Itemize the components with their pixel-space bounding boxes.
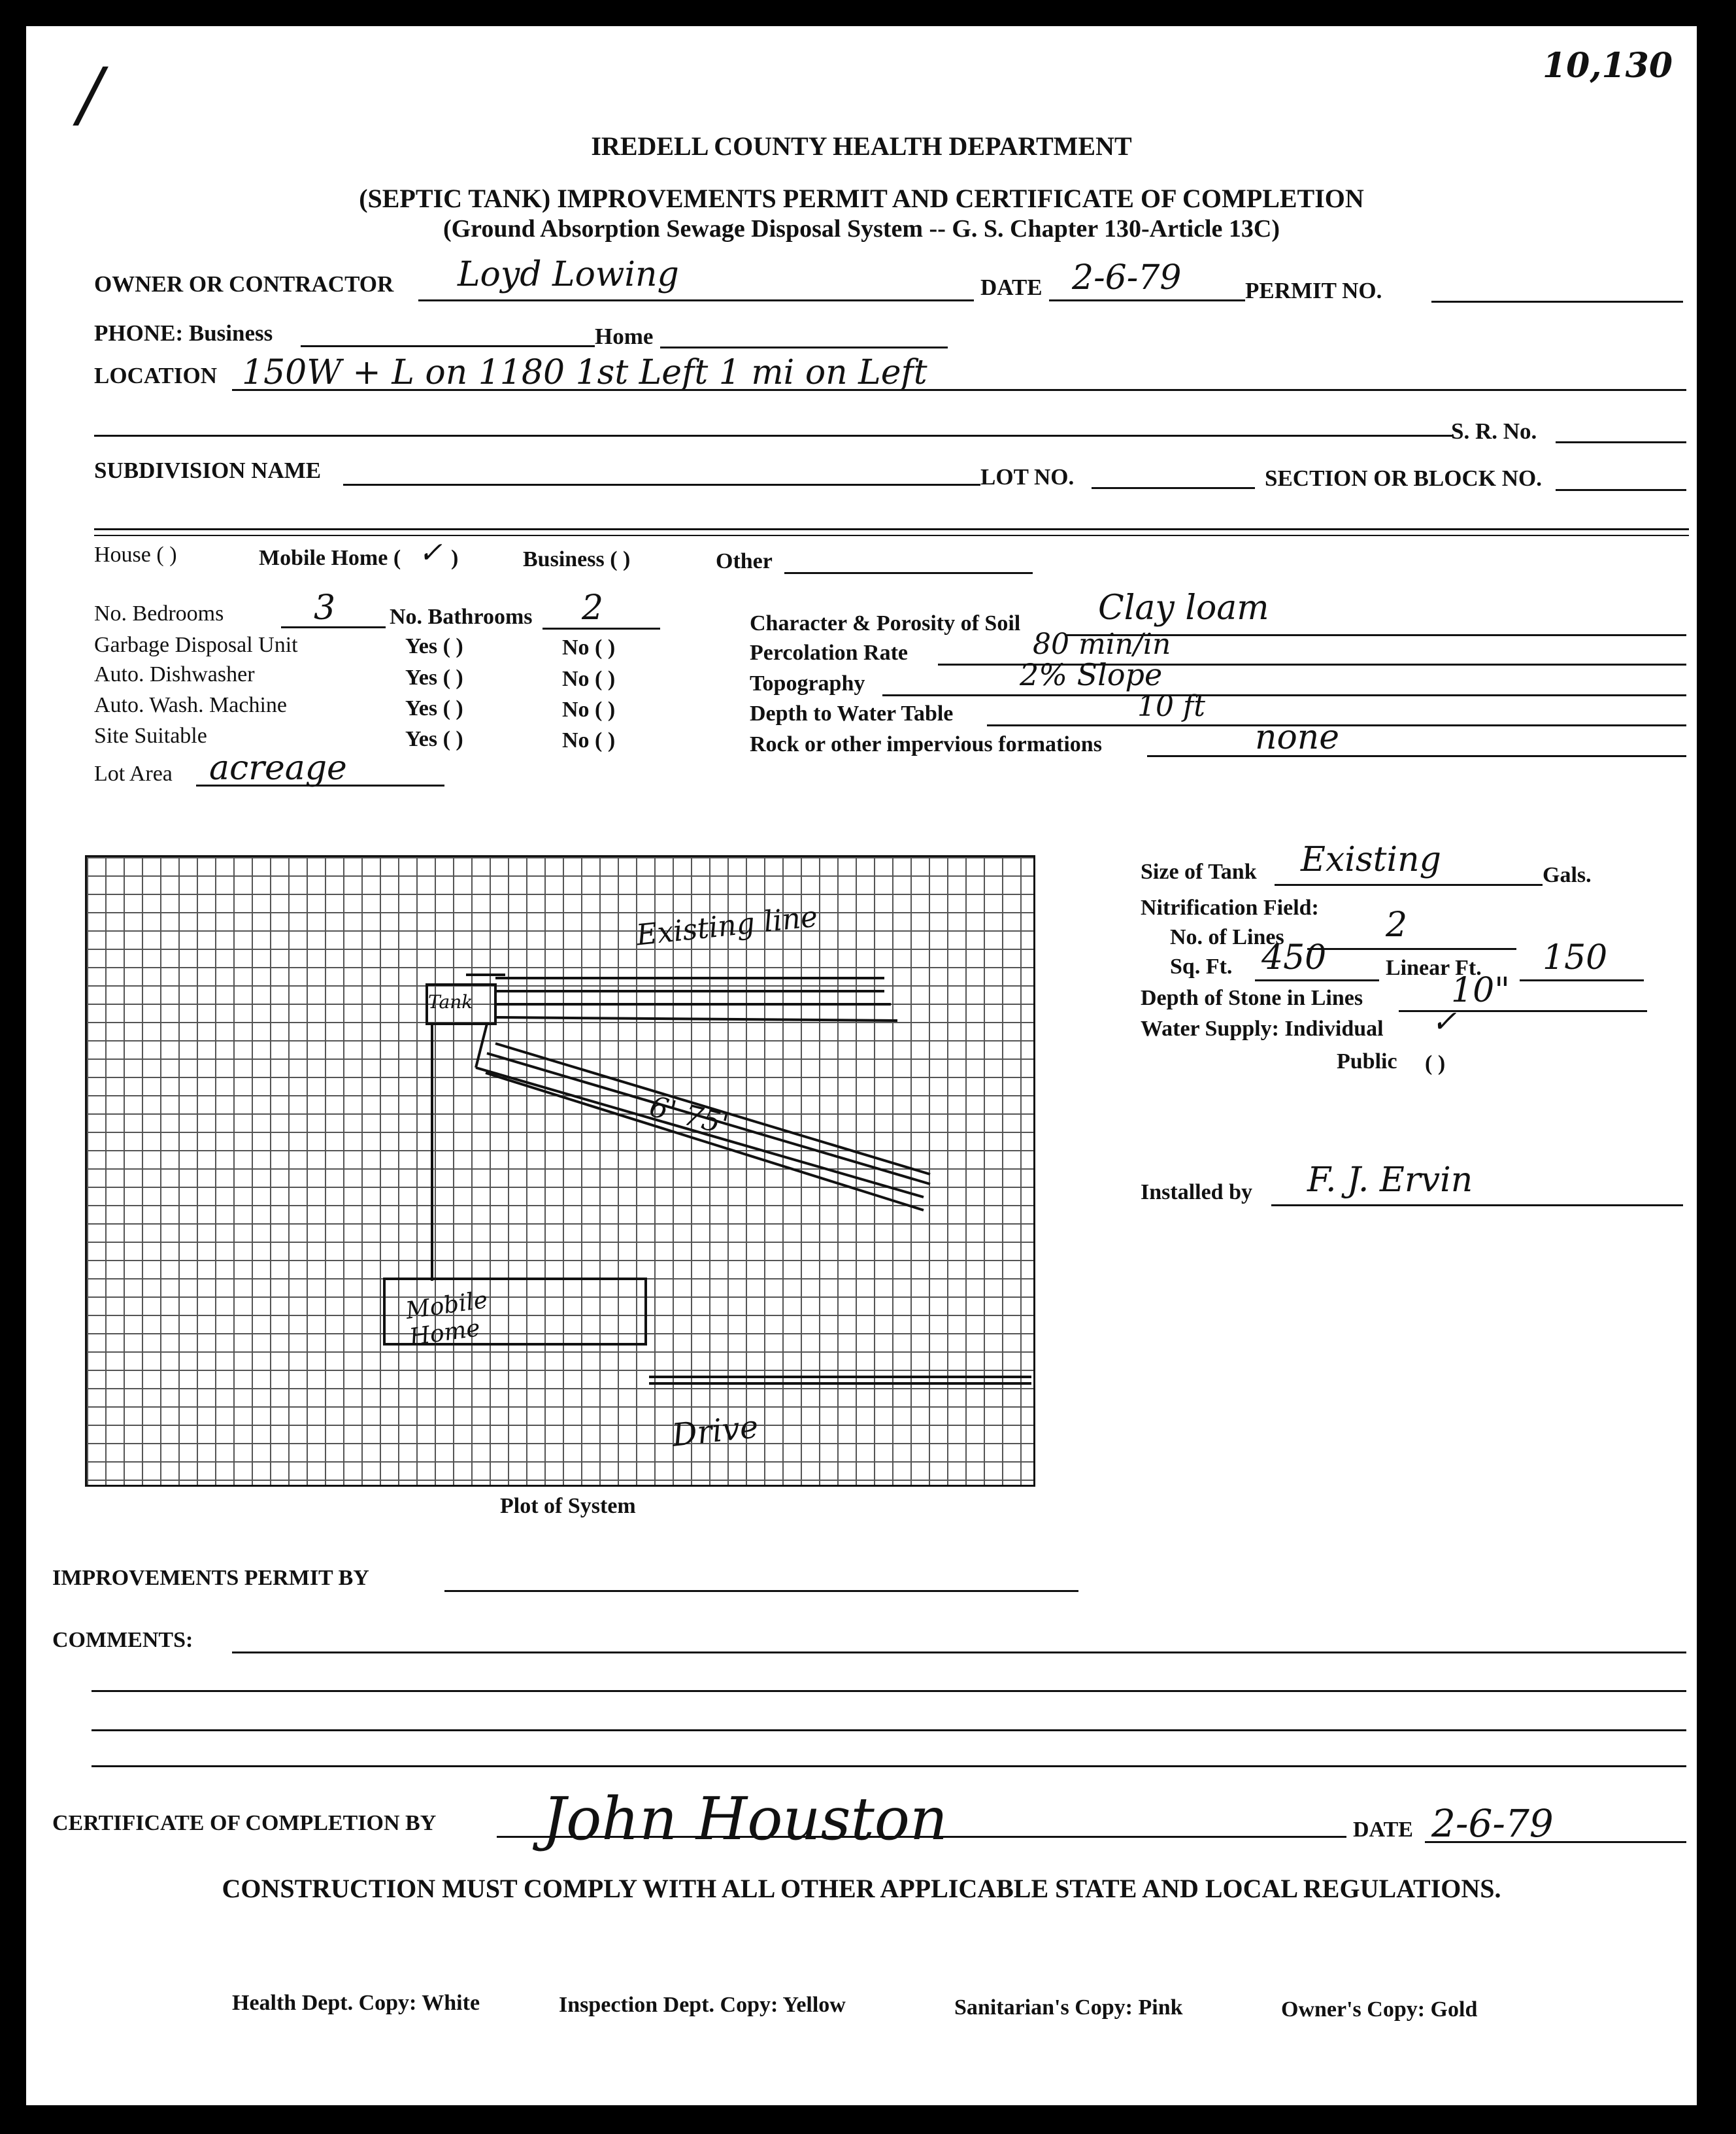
garbage-yes[interactable]: Yes ( ) [405, 634, 463, 658]
num-lines-line [1307, 948, 1516, 950]
plot-sketch [87, 857, 1033, 1485]
lot-no-line [1092, 487, 1255, 489]
plot-lines-label: 6' 75' [646, 1089, 732, 1142]
copy-owner: Owner's Copy: Gold [1281, 1997, 1478, 2022]
document-number: 10,130 [1543, 46, 1673, 86]
other-line [784, 572, 1033, 574]
copy-health-dept: Health Dept. Copy: White [232, 1991, 480, 2015]
sqft-line [1255, 979, 1379, 981]
location-value[interactable]: 150W + L on 1180 1st Left 1 mi on Left [242, 353, 927, 392]
rock-value[interactable]: none [1255, 718, 1340, 757]
site-suitable-label: Site Suitable [94, 724, 207, 748]
linear-ft-value[interactable]: 150 [1543, 938, 1608, 977]
comments-line-1 [232, 1651, 1686, 1653]
mobile-home-option[interactable]: Mobile Home ( [259, 546, 401, 570]
improvements-by-label: IMPROVEMENTS PERMIT BY [52, 1566, 369, 1590]
wash-machine-yes[interactable]: Yes ( ) [405, 696, 463, 720]
cert-by-signature[interactable]: John Houston [542, 1785, 948, 1854]
construction-note: CONSTRUCTION MUST COMPLY WITH ALL OTHER APPLICABLE STATE AND LOCAL REGULATIONS. [222, 1874, 1501, 1903]
dishwasher-yes[interactable]: Yes ( ) [405, 666, 463, 690]
soil-label: Character & Porosity of Soil [750, 611, 1021, 635]
plot-tank-label: Tank [428, 991, 473, 1013]
permit-no-label: PERMIT NO. [1245, 278, 1382, 303]
comments-line-2 [92, 1690, 1686, 1692]
house-option[interactable]: House ( ) [94, 543, 177, 567]
linear-ft-line [1520, 979, 1644, 981]
plot-drive-label: Drive [670, 1408, 760, 1454]
site-suitable-no[interactable]: No ( ) [562, 728, 616, 753]
phone-business-line [301, 345, 595, 347]
public-option[interactable]: ( ) [1425, 1051, 1446, 1075]
soil-value[interactable]: Clay loam [1098, 588, 1269, 628]
form-subtitle: (Ground Absorption Sewage Disposal System -- G. S. Chapter 130-Article 13C) [442, 215, 1280, 243]
owner-value[interactable]: Loyd Lowing [458, 255, 679, 294]
linear-ft-label: Linear Ft. [1386, 956, 1482, 980]
mobile-home-check: ✓ [418, 536, 442, 569]
topo-label: Topography [750, 671, 865, 696]
cert-by-label: CERTIFICATE OF COMPLETION BY [52, 1811, 437, 1835]
sr-no-line [1556, 441, 1686, 443]
divider-1 [94, 528, 1689, 530]
tank-size-line [1275, 884, 1543, 886]
permit-no-line [1431, 301, 1683, 303]
sqft-value[interactable]: 450 [1261, 938, 1327, 977]
bedrooms-value[interactable]: 3 [314, 588, 336, 628]
section-line [1556, 489, 1686, 491]
comments-line-3 [92, 1729, 1686, 1731]
improvements-by-line [444, 1590, 1078, 1592]
wash-machine-no[interactable]: No ( ) [562, 698, 616, 722]
comments-label: COMMENTS: [52, 1628, 193, 1652]
water-table-value[interactable]: 10 ft [1137, 690, 1205, 723]
location-label: LOCATION [94, 363, 217, 388]
water-supply-label: Water Supply: Individual [1141, 1017, 1384, 1041]
location-line-2 [94, 435, 1454, 437]
copy-inspection-dept: Inspection Dept. Copy: Yellow [559, 1993, 846, 2017]
num-lines-label: No. of Lines [1170, 925, 1284, 949]
water-table-label: Depth to Water Table [750, 702, 954, 726]
plot-grid [85, 855, 1035, 1487]
sr-no-label: S. R. No. [1451, 418, 1537, 444]
dishwasher-no[interactable]: No ( ) [562, 667, 616, 691]
topo-value[interactable]: 2% Slope [1020, 657, 1163, 692]
lot-area-label: Lot Area [94, 762, 173, 786]
topo-line [882, 694, 1686, 696]
section-label: SECTION OR BLOCK NO. [1265, 466, 1542, 491]
divider-2 [94, 535, 1689, 536]
phone-home-line [660, 347, 948, 348]
stone-depth-value[interactable]: 10" [1451, 971, 1511, 1010]
tank-size-value[interactable]: Existing [1301, 840, 1441, 879]
cert-date-value[interactable]: 2-6-79 [1431, 1801, 1554, 1846]
comments-line-4 [92, 1765, 1686, 1767]
tank-size-label: Size of Tank [1141, 860, 1257, 884]
rock-line [1147, 755, 1686, 757]
mobile-home-close-paren: ) [451, 546, 459, 570]
cert-date-label: DATE [1353, 1818, 1413, 1842]
gals-label: Gals. [1543, 863, 1592, 887]
phone-label: PHONE: Business [94, 320, 273, 346]
date-line [1049, 299, 1245, 301]
corner-mark: / [78, 52, 103, 136]
bathrooms-value[interactable]: 2 [582, 588, 604, 628]
nitrification-label: Nitrification Field: [1141, 896, 1319, 920]
date-label: DATE [980, 275, 1043, 300]
water-individual-check[interactable]: ✓ [1431, 1004, 1457, 1039]
home-label: Home [595, 324, 654, 349]
stone-depth-label: Depth of Stone in Lines [1141, 986, 1363, 1010]
owner-label: OWNER OR CONTRACTOR [94, 271, 394, 297]
subdivision-line [343, 484, 980, 486]
installed-by-value[interactable]: F. J. Ervin [1307, 1160, 1473, 1200]
wash-machine-label: Auto. Wash. Machine [94, 693, 288, 717]
sqft-label: Sq. Ft. [1170, 955, 1233, 979]
permit-form [26, 26, 1697, 2105]
lot-no-label: LOT NO. [980, 464, 1075, 490]
plot-caption: Plot of System [500, 1494, 636, 1518]
other-option: Other [716, 549, 773, 573]
bedrooms-label: No. Bedrooms [94, 601, 224, 626]
garbage-label: Garbage Disposal Unit [94, 633, 298, 657]
subdivision-label: SUBDIVISION NAME [94, 458, 322, 483]
num-lines-value[interactable]: 2 [1386, 906, 1408, 945]
department-title: IREDELL COUNTY HEALTH DEPARTMENT [591, 131, 1132, 161]
business-option[interactable]: Business ( ) [523, 547, 631, 571]
lot-area-value[interactable]: acreage [209, 749, 347, 788]
plot-existing-line-label: Existing line [635, 900, 820, 953]
rock-label: Rock or other impervious formations [750, 732, 1102, 756]
form-title: (SEPTIC TANK) IMPROVEMENTS PERMIT AND CERTIFICATE OF COMPLETION [359, 184, 1364, 213]
installed-by-label: Installed by [1141, 1180, 1252, 1204]
public-label: Public [1337, 1049, 1397, 1074]
date-value[interactable]: 2-6-79 [1072, 258, 1182, 297]
site-suitable-yes[interactable]: Yes ( ) [405, 727, 463, 751]
perc-value[interactable]: 80 min/in [1033, 628, 1171, 661]
owner-line [418, 299, 974, 301]
perc-label: Percolation Rate [750, 641, 909, 665]
bathrooms-line [542, 628, 660, 630]
bathrooms-label: No. Bathrooms [390, 605, 533, 629]
plot-mobile-home-label: Mobile Home [404, 1286, 490, 1351]
garbage-no[interactable]: No ( ) [562, 635, 616, 660]
installed-by-line [1271, 1204, 1683, 1206]
copy-sanitarian: Sanitarian's Copy: Pink [954, 1995, 1183, 2020]
dishwasher-label: Auto. Dishwasher [94, 662, 255, 686]
